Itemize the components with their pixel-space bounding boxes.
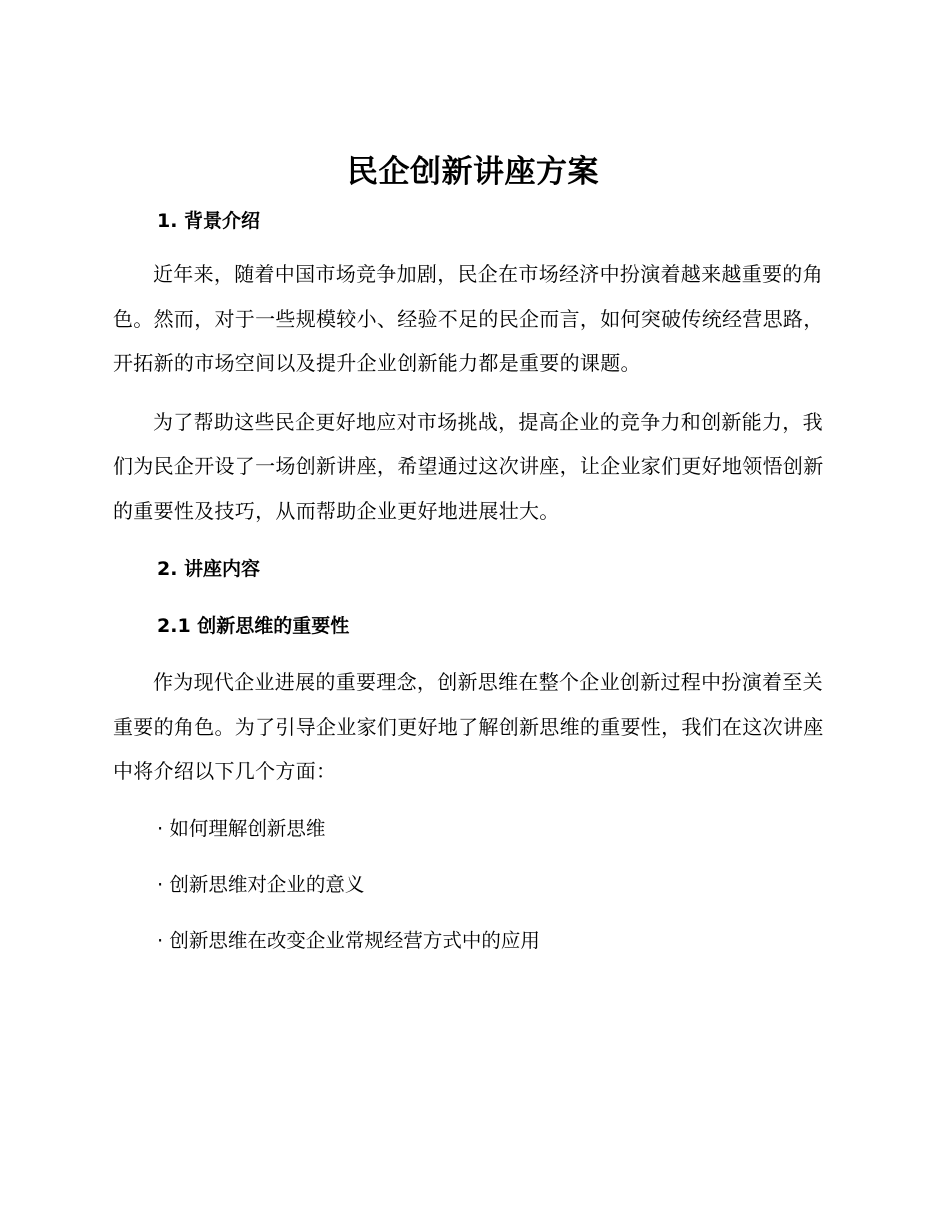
list-item: · 如何理解创新思维 [157,816,326,840]
document-page [113,148,833,953]
list-item: · 创新思维在改变企业常规经营方式中的应用 [157,928,540,952]
section-heading-background: 1. 背景介绍 [157,210,261,232]
paragraph-background-1: 近年来，随着中国市场竞争加剧，民企在市场经济中扮演着越来越重要的角色。然而，对于一些规模较小、经验不足的民企而言，如何突破传统经营思路，开拓新的市场空间以及提升企业创新能力都是重要的课题。 [113,262,824,375]
list-item: · 创新思维对企业的意义 [157,872,365,896]
section-heading-content: 2. 讲座内容 [157,558,261,580]
subsection-heading-innovation-thinking: 2.1 创新思维的重要性 [157,615,350,637]
document-title: 民企创新讲座方案 [347,154,599,190]
paragraph-innovation-thinking: 作为现代企业进展的重要理念，创新思维在整个企业创新过程中扮演着至关重要的角色。为了引导企业家们更好地了解创新思维的重要性，我们在这次讲座中将介绍以下几个方面： [113,670,824,783]
paragraph-background-2: 为了帮助这些民企更好地应对市场挑战，提高企业的竞争力和创新能力，我们为民企开设了一场创新讲座，希望通过这次讲座，让企业家们更好地领悟创新的重要性及技巧，从而帮助企业更好地进展壮大。 [113,409,824,523]
